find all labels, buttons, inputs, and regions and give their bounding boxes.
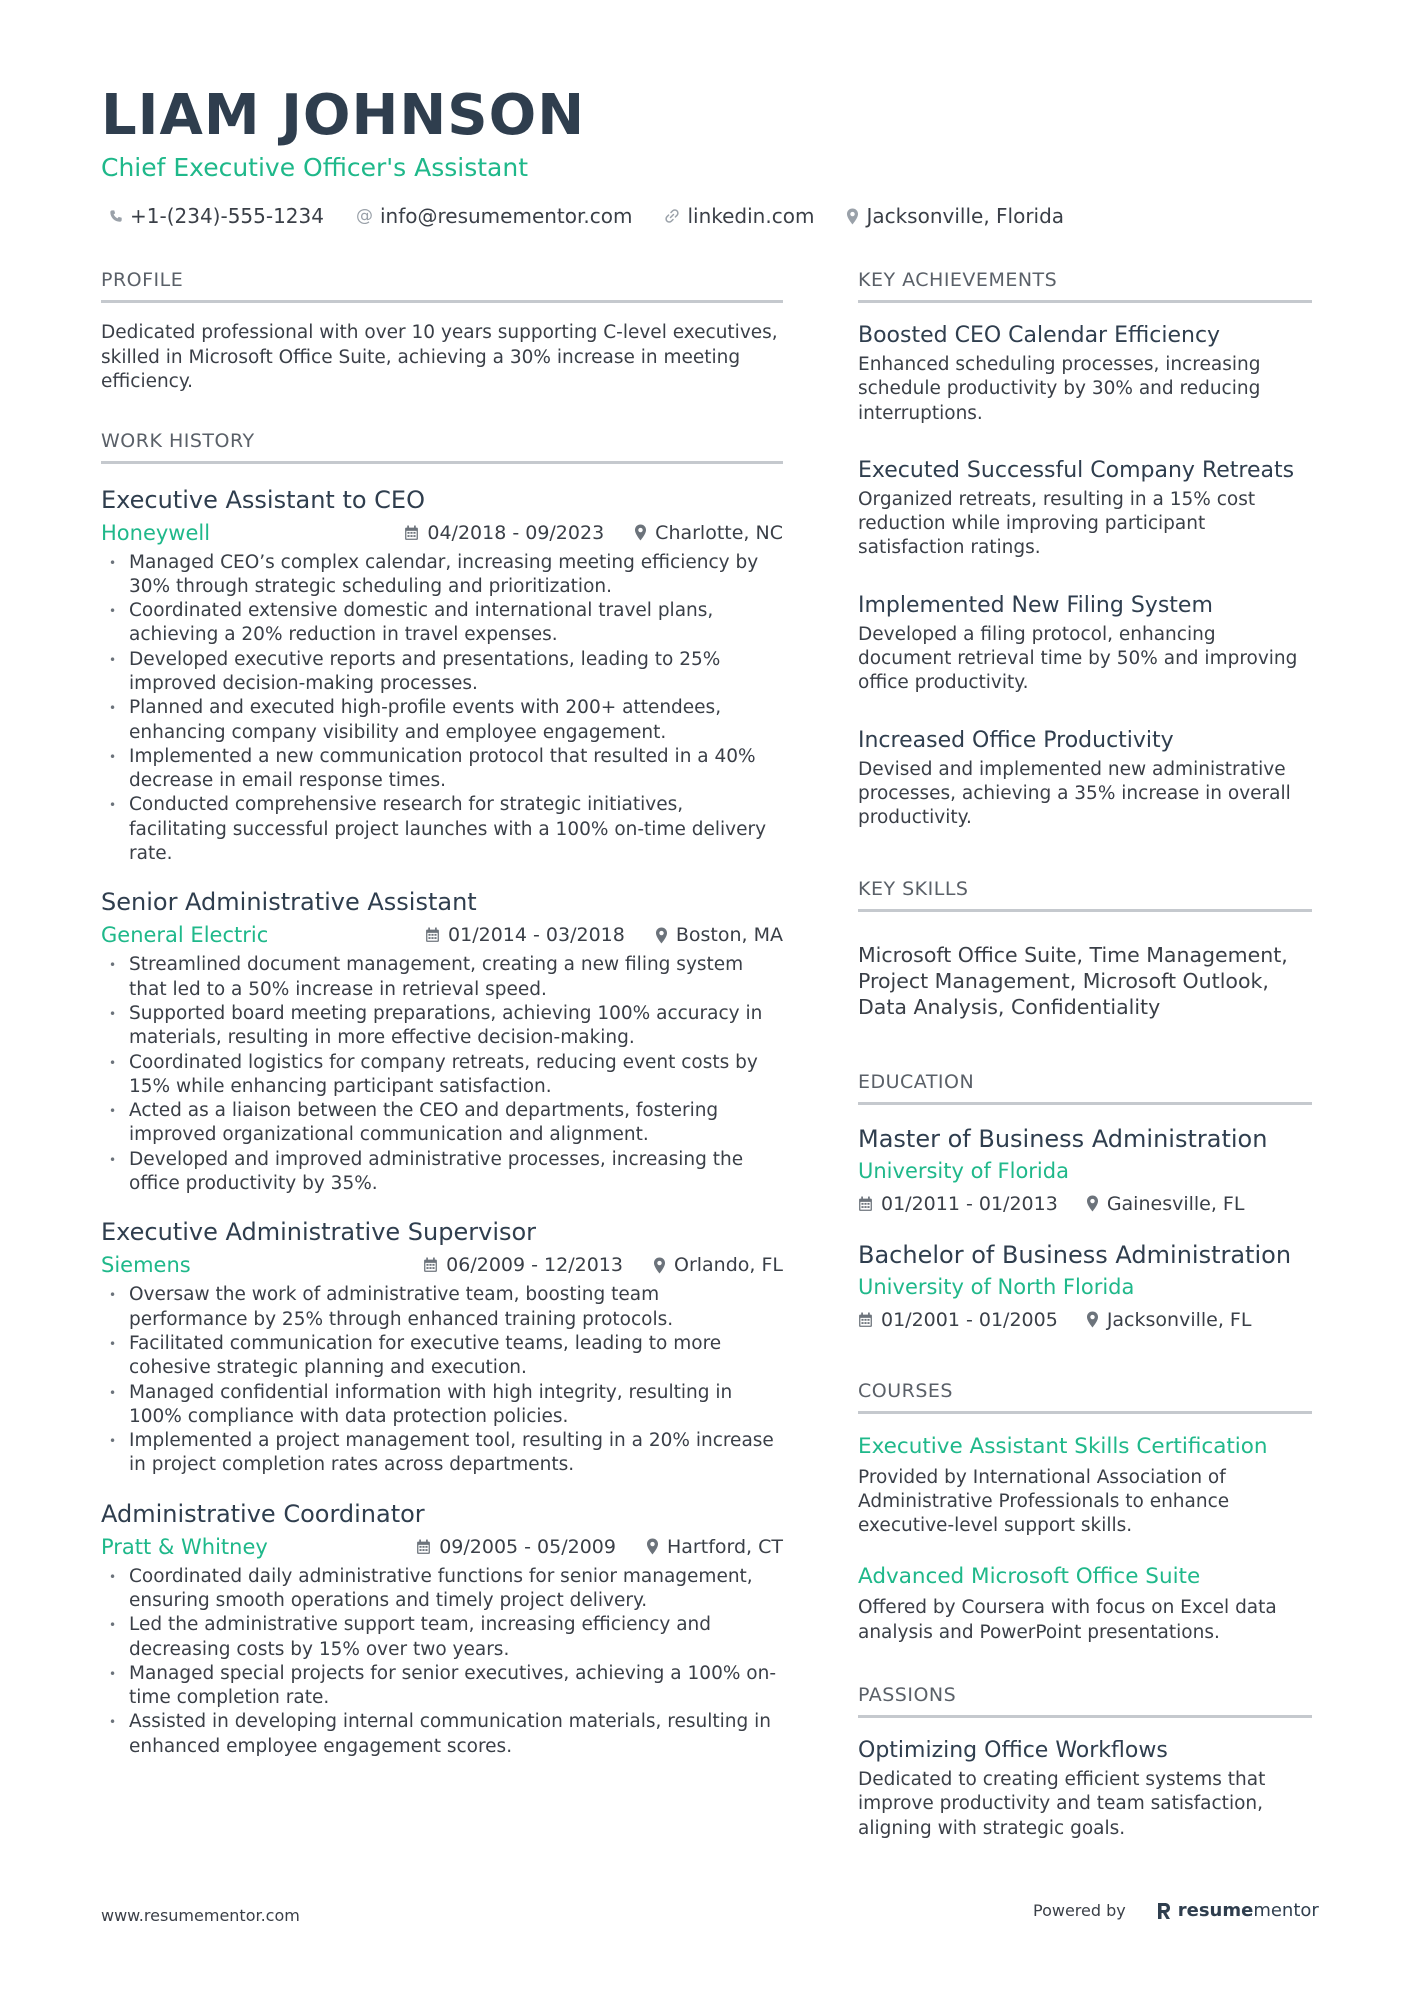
linkedin-text: linkedin.com bbox=[687, 204, 815, 228]
course-title: Executive Assistant Skills Certification bbox=[858, 1433, 1268, 1459]
achievement-description: Devised and implemented new administrative processes, achieving a 35% increase in overall productivity. bbox=[858, 758, 1291, 829]
section-heading: PASSIONS bbox=[858, 1683, 1312, 1718]
brand-name-bold: resume bbox=[1177, 1900, 1254, 1921]
school-name: University of North Florida bbox=[858, 1274, 1135, 1299]
bullet-item: • Implemented a new communication protocol that resulted in a 40% decrease in email response times. bbox=[101, 745, 783, 794]
at-icon: @ bbox=[355, 206, 373, 226]
passion-list bbox=[858, 1736, 1312, 1841]
section-heading: PROFILE bbox=[101, 268, 783, 303]
bullet-item: • Acted as a liaison between the CEO and departments, fostering improved organizational communication and alignment. bbox=[101, 1099, 783, 1148]
job-meta bbox=[101, 1251, 783, 1279]
job-meta bbox=[101, 921, 783, 949]
company-name: General Electric bbox=[101, 923, 269, 948]
bullet-item: • Streamlined document management, creating a new filing system that led to a 50% increase in retrieval speed. bbox=[101, 953, 783, 1002]
right-column bbox=[858, 268, 1312, 1875]
calendar-icon bbox=[425, 927, 440, 943]
degree-name: Bachelor of Business Administration bbox=[858, 1240, 1292, 1269]
section-heading: EDUCATION bbox=[858, 1070, 1312, 1105]
location-pin-icon bbox=[1086, 1195, 1099, 1212]
course-list bbox=[858, 1432, 1312, 1645]
date-text: 06/2009 - 12/2013 bbox=[446, 1254, 623, 1277]
location-text: Boston, MA bbox=[675, 924, 783, 947]
passions-section bbox=[858, 1683, 1312, 1841]
job-title: Executive Assistant to CEO bbox=[101, 485, 425, 514]
profile-text: Dedicated professional with over 10 years supporting C-level executives, skilled in Microsoft Office Suite, achieving a 30% increase in meeting efficiency. bbox=[101, 322, 778, 392]
contact-email[interactable] bbox=[356, 202, 632, 230]
footer-branding bbox=[1033, 1900, 1319, 1921]
company-name: Pratt & Whitney bbox=[101, 1534, 268, 1559]
phone-icon bbox=[109, 209, 123, 223]
job-bullets bbox=[101, 1565, 783, 1759]
section-heading: KEY ACHIEVEMENTS bbox=[858, 268, 1312, 303]
bullet-item: • Facilitated communication for executive teams, leading to more cohesive strategic planning and execution. bbox=[101, 1332, 783, 1381]
footer-website[interactable]: www.resumementor.com bbox=[101, 1906, 300, 1925]
location bbox=[634, 519, 783, 547]
bullet-item: • Led the administrative support team, increasing efficiency and decreasing costs by 15% over two years. bbox=[101, 1613, 783, 1662]
date-range bbox=[404, 519, 604, 547]
location-pin-icon bbox=[646, 1538, 659, 1555]
location bbox=[1086, 1191, 1245, 1217]
calendar-icon bbox=[858, 1196, 873, 1212]
achievement-title: Increased Office Productivity bbox=[858, 727, 1174, 753]
achievement-item bbox=[858, 591, 1312, 696]
location-text: Jacksonville, FL bbox=[1106, 1308, 1252, 1331]
job-entry bbox=[101, 1216, 783, 1477]
location-pin-icon bbox=[653, 1257, 666, 1274]
bullet-item: • Coordinated daily administrative functions for senior management, ensuring smooth operations and timely project delivery. bbox=[101, 1565, 783, 1614]
date-range bbox=[423, 1251, 623, 1279]
job-list bbox=[101, 484, 783, 1760]
calendar-icon bbox=[858, 1312, 873, 1328]
achievement-description: Developed a filing protocol, enhancing document retrieval time by 50% and improving office productivity. bbox=[858, 623, 1298, 694]
job-entry bbox=[101, 886, 783, 1196]
degree-name: Master of Business Administration bbox=[858, 1124, 1268, 1153]
contact-linkedin[interactable] bbox=[664, 202, 814, 230]
date-range bbox=[858, 1191, 1058, 1217]
location-pin-icon bbox=[846, 208, 859, 225]
courses-section bbox=[858, 1379, 1312, 1645]
location-text: Charlotte, NC bbox=[655, 521, 783, 544]
achievement-item bbox=[858, 456, 1312, 561]
location-pin-icon bbox=[634, 524, 647, 541]
course-description: Offered by Coursera with focus on Excel data analysis and PowerPoint presentations. bbox=[858, 1597, 1277, 1643]
brand-name-light: mentor bbox=[1253, 1900, 1319, 1921]
skills-text: Microsoft Office Suite, Time Management, Project Management, Microsoft Outlook, Data Analysis, Confidentiality bbox=[858, 942, 1288, 1019]
company-name: Honeywell bbox=[101, 520, 211, 545]
profile-section bbox=[101, 268, 783, 395]
date-range bbox=[416, 1533, 616, 1561]
bullet-item: • Coordinated logistics for company retreats, reducing event costs by 15% while enhancing participant satisfaction. bbox=[101, 1051, 783, 1100]
passion-item bbox=[858, 1736, 1312, 1841]
date-text: 01/2014 - 03/2018 bbox=[448, 924, 625, 947]
job-entry bbox=[101, 1498, 783, 1759]
job-title: Administrative Coordinator bbox=[101, 1499, 425, 1528]
job-bullets bbox=[101, 1283, 783, 1477]
achievement-item bbox=[858, 726, 1312, 831]
contact-location bbox=[846, 202, 1064, 230]
bullet-item: • Planned and executed high-profile events with 200+ attendees, enhancing company visibility and employee engagement. bbox=[101, 696, 783, 745]
bullet-item: • Coordinated extensive domestic and international travel plans, achieving a 20% reduction in travel expenses. bbox=[101, 599, 783, 648]
calendar-icon bbox=[416, 1539, 431, 1555]
bullet-item: • Developed executive reports and presentations, leading to 25% improved decision-making processes. bbox=[101, 648, 783, 697]
brand-logo[interactable] bbox=[1156, 1900, 1319, 1921]
achievement-title: Implemented New Filing System bbox=[858, 592, 1213, 618]
achievements-section bbox=[858, 268, 1312, 831]
bullet-item: • Implemented a project management tool, resulting in a 20% increase in project completion rates across departments. bbox=[101, 1429, 783, 1478]
achievement-description: Organized retreats, resulting in a 15% cost reduction while improving participant satisfaction ratings. bbox=[858, 488, 1256, 559]
location bbox=[1086, 1307, 1252, 1333]
achievement-title: Boosted CEO Calendar Efficiency bbox=[858, 323, 1221, 348]
date-range bbox=[858, 1307, 1058, 1333]
job-bullets bbox=[101, 953, 783, 1196]
phone-text: +1-(234)-555-1234 bbox=[130, 204, 324, 228]
work-history-section bbox=[101, 429, 783, 1760]
bullet-item: • Conducted comprehensive research for strategic initiatives, facilitating successful project launches with a 100% on-time delivery rate. bbox=[101, 793, 783, 866]
location-text: Gainesville, FL bbox=[1106, 1192, 1245, 1215]
education-meta bbox=[858, 1191, 1312, 1217]
bullet-item: • Oversaw the work of administrative team, boosting team performance by 25% through enhanced training protocols. bbox=[101, 1283, 783, 1332]
location-text: Jacksonville, Florida bbox=[866, 204, 1065, 228]
school-name: University of Florida bbox=[858, 1158, 1069, 1183]
achievement-title: Executed Successful Company Retreats bbox=[858, 457, 1295, 483]
skills-section bbox=[858, 877, 1312, 1020]
education-section bbox=[858, 1070, 1312, 1333]
location-text: Hartford, CT bbox=[667, 1535, 783, 1558]
company-name: Siemens bbox=[101, 1253, 191, 1278]
resumementor-logo-icon bbox=[1156, 1901, 1172, 1921]
date-text: 04/2018 - 09/2023 bbox=[427, 521, 605, 544]
bullet-item: • Managed special projects for senior executives, achieving a 100% on-time completion rate. bbox=[101, 1662, 783, 1711]
location-pin-icon bbox=[1086, 1311, 1099, 1328]
date-text: 09/2005 - 05/2009 bbox=[439, 1535, 616, 1558]
passion-description: Dedicated to creating efficient systems that improve productivity and team satisfaction, aligning with strategic goals. bbox=[858, 1769, 1266, 1839]
date-text: 01/2001 - 01/2005 bbox=[881, 1308, 1058, 1331]
location-text: Orlando, FL bbox=[673, 1254, 783, 1277]
calendar-icon bbox=[423, 1257, 438, 1273]
passion-title: Optimizing Office Workflows bbox=[858, 1738, 1168, 1764]
job-meta bbox=[101, 1533, 783, 1561]
section-heading: WORK HISTORY bbox=[101, 429, 783, 464]
bullet-item: • Managed confidential information with high integrity, resulting in 100% compliance with data protection policies. bbox=[101, 1381, 783, 1430]
section-heading: KEY SKILLS bbox=[858, 877, 1312, 912]
job-bullets bbox=[101, 551, 783, 867]
bullet-item: • Supported board meeting preparations, achieving 100% accuracy in materials, resulting in more effective decision-making. bbox=[101, 1002, 783, 1051]
link-icon bbox=[664, 208, 680, 224]
location bbox=[646, 1533, 783, 1561]
bullet-item: • Assisted in developing internal communication materials, resulting in enhanced employee engagement scores. bbox=[101, 1710, 783, 1759]
achievement-description: Enhanced scheduling processes, increasing schedule productivity by 30% and reducing interruptions. bbox=[858, 354, 1261, 424]
candidate-name: LIAM JOHNSON bbox=[101, 83, 586, 148]
education-item bbox=[858, 1123, 1312, 1217]
education-list bbox=[858, 1123, 1312, 1333]
education-item bbox=[858, 1239, 1312, 1333]
powered-by-label: Powered by bbox=[1033, 1901, 1126, 1920]
job-entry bbox=[101, 484, 783, 867]
resume-header bbox=[101, 84, 1321, 230]
course-description: Provided by International Association of Administrative Professionals to enhance executive-level support skills. bbox=[858, 1466, 1230, 1537]
job-title: Executive Administrative Supervisor bbox=[101, 1218, 537, 1247]
bullet-item: • Developed and improved administrative processes, increasing the office productivity by 35%. bbox=[101, 1148, 783, 1197]
course-item bbox=[858, 1562, 1312, 1645]
course-item bbox=[858, 1432, 1312, 1539]
date-range bbox=[425, 921, 625, 949]
course-title: Advanced Microsoft Office Suite bbox=[858, 1564, 1201, 1590]
job-title: Senior Administrative Assistant bbox=[101, 888, 477, 917]
location bbox=[655, 921, 783, 949]
candidate-title: Chief Executive Officer's Assistant bbox=[101, 153, 529, 182]
location-pin-icon bbox=[655, 927, 668, 944]
email-text: info@resumementor.com bbox=[379, 204, 633, 228]
achievement-list bbox=[858, 321, 1312, 831]
job-meta bbox=[101, 519, 783, 547]
calendar-icon bbox=[404, 525, 419, 541]
contact-bar bbox=[101, 202, 1321, 230]
bullet-item: • Managed CEO’s complex calendar, increasing meeting efficiency by 30% through strategic scheduling and prioritization. bbox=[101, 551, 783, 600]
section-heading: COURSES bbox=[858, 1379, 1312, 1414]
contact-phone[interactable] bbox=[109, 202, 324, 230]
location bbox=[653, 1251, 783, 1279]
left-column bbox=[101, 268, 783, 1793]
education-meta bbox=[858, 1307, 1312, 1333]
achievement-item bbox=[858, 321, 1312, 426]
date-text: 01/2011 - 01/2013 bbox=[881, 1192, 1058, 1215]
